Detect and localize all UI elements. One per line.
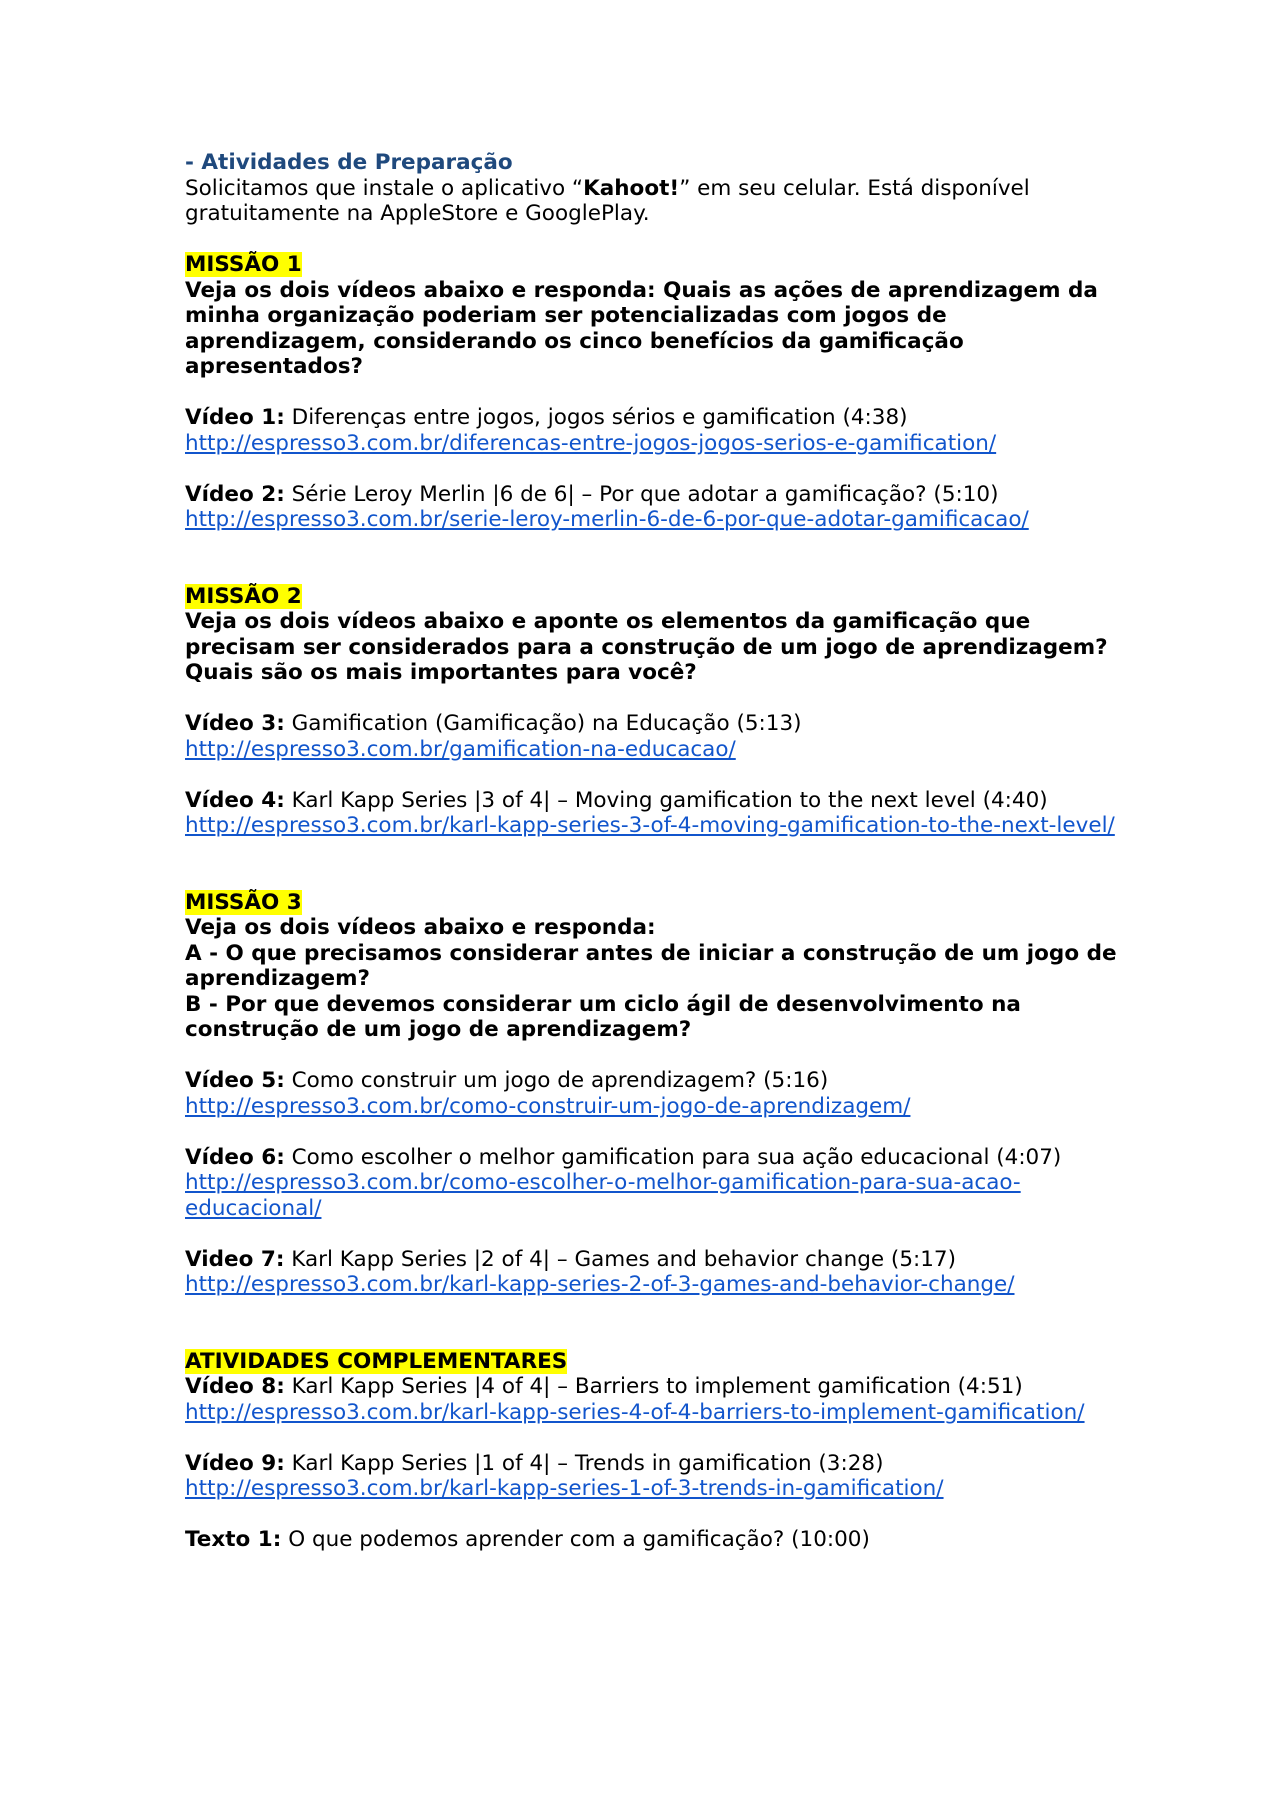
video-3-link[interactable]: http://espresso3.com.br/gamification-na-educacao/ (185, 736, 736, 762)
video-6-link[interactable]: http://espresso3.com.br/como-escolher-o-melhor-gamification-para-sua-acao-educacional/ (185, 1170, 1021, 1221)
video-1-label: Vídeo 1: (185, 405, 285, 430)
prep-intro-after: ” em seu celular. Está disponível gratuitamente na AppleStore e GooglePlay. (185, 175, 1030, 226)
video-4-label: Vídeo 4: (185, 787, 285, 813)
video-2-entry (185, 482, 1125, 508)
video-9-title: Karl Kapp Series |1 of 4| – Trends in gamification (3:28) (291, 1450, 884, 1476)
mission-1-label: MISSÃO 1 (185, 252, 302, 277)
video-3-label: Vídeo 3: (185, 711, 285, 736)
mission-2-label: MISSÃO 2 (185, 583, 302, 609)
prep-intro (185, 176, 1125, 227)
video-6-label: Vídeo 6: (185, 1144, 285, 1170)
mission-2-question: Veja os dois vídeos abaixo e aponte os elementos da gamificação que precisam ser considerados para a construção de um jogo de aprendizagem? Quais são os mais importantes para você? (185, 609, 1108, 685)
mission-3-question-a: A - O que precisamos considerar antes de iniciar a construção de um jogo de aprendizagem? (185, 940, 1117, 991)
video-1-entry (185, 405, 1125, 431)
video-9-label: Vídeo 9: (185, 1450, 285, 1476)
app-name: Kahoot! (583, 175, 680, 201)
mission-1-question: Veja os dois vídeos abaixo e responda: Quais as ações de aprendizagem da minha organização poderiam ser potencializadas com jogos de aprendizagem, considerando os cinco benefícios da gamificação apresentados? (185, 277, 1098, 379)
video-4-link[interactable]: http://espresso3.com.br/karl-kapp-series-3-of-4-moving-gamification-to-the-next-level/ (185, 813, 1115, 838)
video-6-entry (185, 1145, 1125, 1171)
video-6-title: Como escolher o melhor gamification para sua ação educacional (4:07) (291, 1144, 1062, 1170)
video-3-title: Gamification (Gamificação) na Educação (5:13) (291, 711, 802, 736)
text-1-label: Texto 1: (185, 1527, 282, 1552)
video-7-entry (185, 1247, 1125, 1273)
video-9-link[interactable]: http://espresso3.com.br/karl-kapp-series-1-of-3-trends-in-gamification/ (185, 1476, 944, 1501)
document-page (185, 150, 1125, 1553)
mission-3-question-intro: Veja os dois vídeos abaixo e responda: (185, 915, 656, 940)
video-8-entry (185, 1374, 1125, 1400)
mission-3-label: MISSÃO 3 (185, 889, 302, 915)
video-5-link[interactable]: http://espresso3.com.br/como-construir-um-jogo-de-aprendizagem/ (185, 1093, 911, 1119)
complementary-label: ATIVIDADES COMPLEMENTARES (185, 1348, 568, 1374)
video-5-entry (185, 1068, 1125, 1094)
mission-3-question-b: B - Por que devemos considerar um ciclo ágil de desenvolvimento na construção de um jogo de aprendizagem? (185, 991, 1021, 1042)
video-5-title: Como construir um jogo de aprendizagem? (5:16) (291, 1068, 829, 1093)
video-2-label: Vídeo 2: (185, 481, 285, 507)
video-7-label: Video 7: (185, 1246, 285, 1272)
video-3-entry (185, 711, 1125, 737)
video-8-label: Vídeo 8: (185, 1374, 285, 1399)
video-7-link[interactable]: http://espresso3.com.br/karl-kapp-series-2-of-3-games-and-behavior-change/ (185, 1272, 1015, 1297)
video-4-title: Karl Kapp Series |3 of 4| – Moving gamification to the next level (4:40) (291, 787, 1048, 813)
video-9-entry (185, 1451, 1125, 1477)
video-8-link[interactable]: http://espresso3.com.br/karl-kapp-series-4-of-4-barriers-to-implement-gamification/ (185, 1399, 1085, 1425)
text-1-entry (185, 1527, 1125, 1553)
video-2-title: Série Leroy Merlin |6 de 6| – Por que adotar a gamificação? (5:10) (291, 481, 999, 507)
video-1-title: Diferenças entre jogos, jogos sérios e gamification (4:38) (291, 405, 908, 430)
video-7-title: Karl Kapp Series |2 of 4| – Games and behavior change (5:17) (291, 1246, 956, 1272)
video-1-link[interactable]: http://espresso3.com.br/diferencas-entre-jogos-jogos-serios-e-gamification/ (185, 430, 997, 456)
prep-intro-before: Solicitamos que instale o aplicativo “ (185, 175, 584, 201)
video-8-title: Karl Kapp Series |4 of 4| – Barriers to implement gamification (4:51) (291, 1374, 1023, 1399)
video-5-label: Vídeo 5: (185, 1068, 285, 1093)
text-1-title: O que podemos aprender com a gamificação? (10:00) (288, 1527, 870, 1552)
video-4-entry (185, 788, 1125, 814)
video-2-link[interactable]: http://espresso3.com.br/serie-leroy-merlin-6-de-6-por-que-adotar-gamificacao/ (185, 507, 1029, 532)
prep-heading: - Atividades de Preparação (185, 150, 513, 175)
